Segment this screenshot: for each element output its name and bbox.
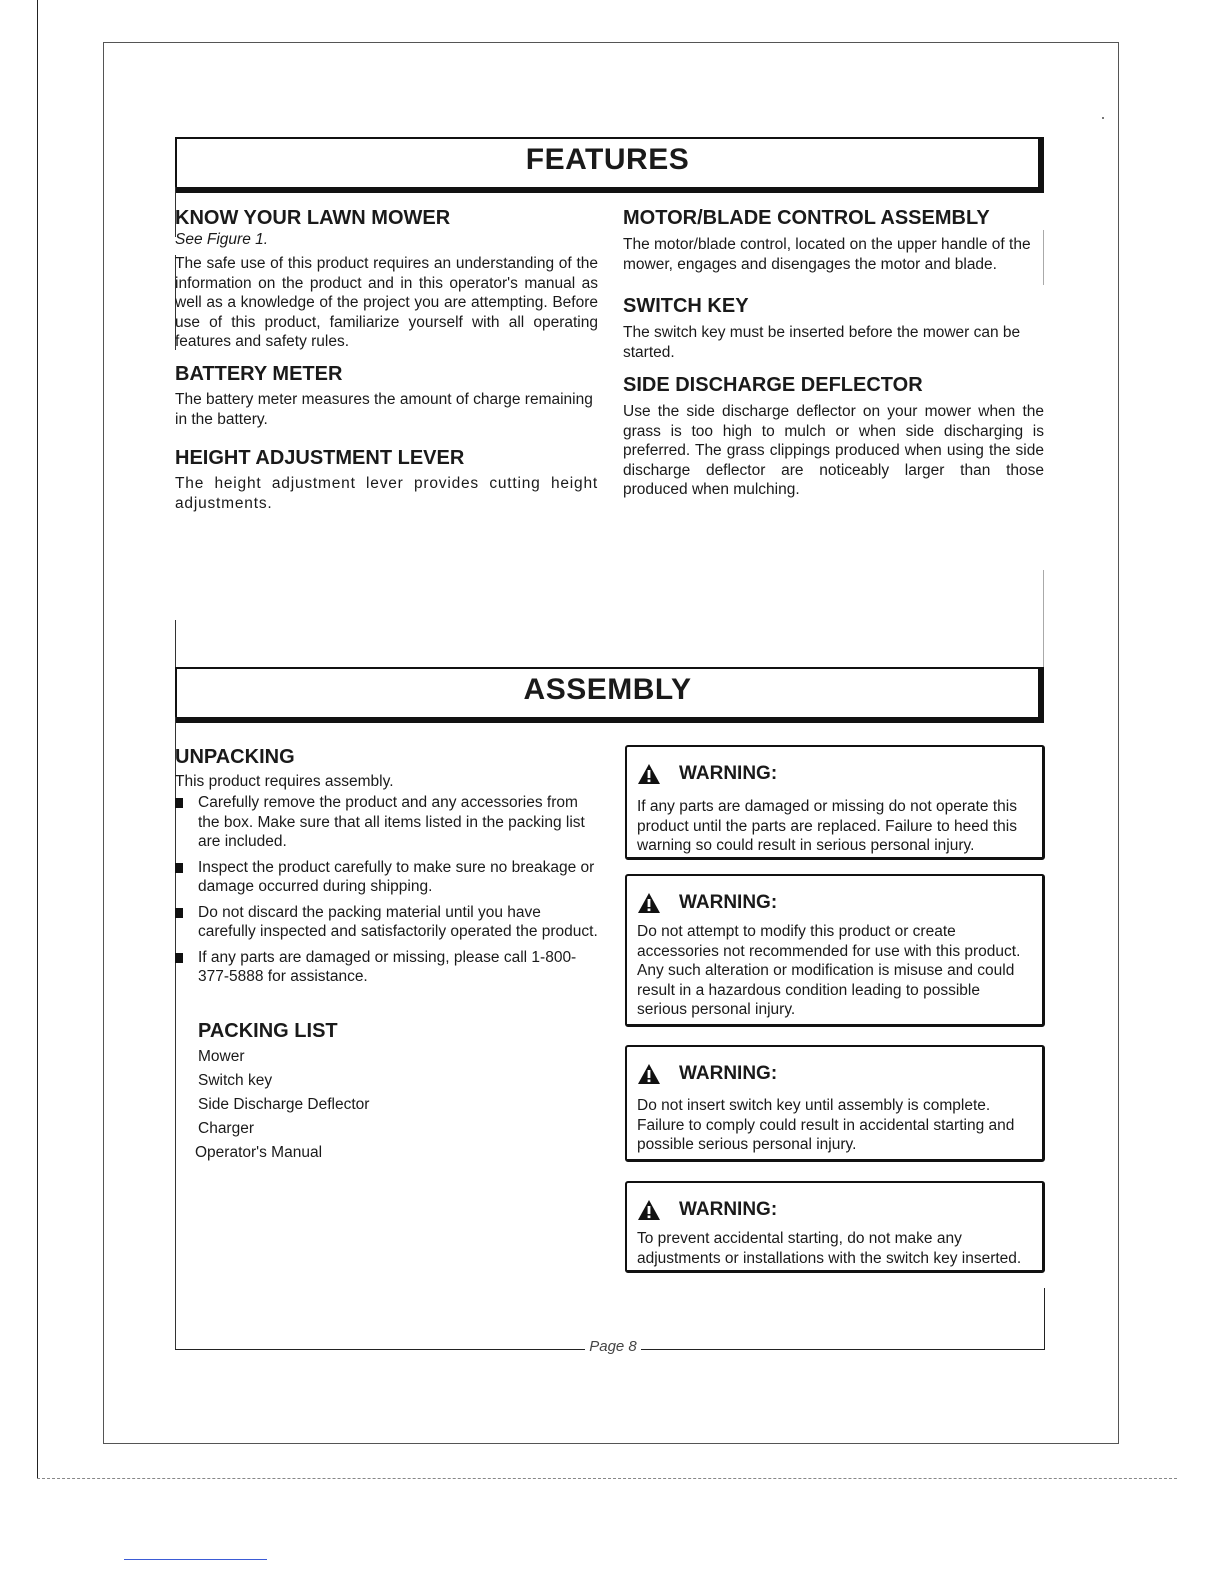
unpacking-intro: This product requires assembly.: [175, 773, 394, 790]
know-text: The safe use of this product requires an understanding of the information on the product and in this operator's manual as well as a knowledge of the project you are attempting. Before use of this product, familiarize yourself with all operating features and safety rules.: [175, 255, 598, 350]
warning-box: [625, 874, 1045, 1027]
bullet-text: Carefully remove the product and any accessories from the box. Make sure that all items listed in the packing list are included.: [198, 794, 585, 850]
bullet-square-icon: [175, 908, 183, 918]
packing-list-heading: PACKING LIST: [198, 1020, 338, 1042]
list-item: [175, 903, 598, 942]
warning-text: If any parts are damaged or missing do not operate this product until the parts are replaced. Failure to heed this warning so could result in serious personal injury.: [637, 798, 1017, 854]
height-heading: HEIGHT ADJUSTMENT LEVER: [175, 447, 465, 469]
switch-heading: SWITCH KEY: [623, 295, 749, 317]
height-text: The height adjustment lever provides cutting height adjustments.: [175, 475, 598, 512]
battery-text: The battery meter measures the amount of charge remaining in the battery.: [175, 391, 593, 428]
bullet-text: Do not discard the packing material until you have carefully inspected and satisfactorily operated the product.: [198, 903, 598, 940]
scan-blue-line: [124, 1559, 267, 1560]
assembly-left-rule-top: [175, 620, 176, 670]
list-item: Operator's Manual: [195, 1144, 323, 1161]
bullet-square-icon: [175, 863, 183, 873]
warning-triangle-icon: [637, 1063, 661, 1085]
deflector-heading: SIDE DISCHARGE DEFLECTOR: [623, 374, 923, 396]
scan-margin-line: [37, 0, 38, 1478]
warning-label: WARNING:: [679, 892, 778, 913]
warning-text: Do not attempt to modify this product or create accessories not recommended for use with this product. Any such alteration or modification is misuse and could result in a hazardous condition leading to possible serious personal injury.: [637, 923, 1021, 1018]
warning-box: [625, 1181, 1045, 1273]
know-heading: KNOW YOUR LAWN MOWER: [175, 207, 451, 229]
features-header-bar: [175, 187, 1044, 193]
bullet-text: If any parts are damaged or missing, please call 1-800-377-5888 for assistance.: [198, 948, 577, 985]
assembly-header-bar: [175, 717, 1044, 723]
features-header: [175, 137, 1044, 187]
list-item: Mower: [198, 1048, 245, 1065]
assembly-header: [175, 667, 1044, 717]
scan-bottom-rule: [37, 1478, 1177, 1479]
footer-right-rule: [1044, 1288, 1045, 1350]
warning-label: WARNING:: [679, 1063, 778, 1084]
unpacking-list: [175, 793, 598, 993]
list-item: [175, 858, 598, 897]
bullet-square-icon: [175, 953, 183, 963]
features-right-rule-2: [1043, 570, 1044, 670]
warning-box: [625, 745, 1045, 860]
list-item: Side Discharge Deflector: [198, 1096, 370, 1113]
warning-text: To prevent accidental starting, do not make any adjustments or installations with the switch key inserted.: [637, 1230, 1022, 1267]
list-item: Switch key: [198, 1072, 273, 1089]
list-item: [175, 793, 598, 852]
motor-heading: MOTOR/BLADE CONTROL ASSEMBLY: [623, 207, 990, 229]
motor-text: The motor/blade control, located on the upper handle of the mower, engages and disengages the motor and blade.: [623, 236, 1031, 273]
warning-header: [637, 1199, 777, 1221]
switch-text: The switch key must be inserted before the mower can be started.: [623, 324, 1021, 361]
page-number: Page 8: [585, 1338, 641, 1355]
warning-triangle-icon: [637, 763, 661, 785]
list-item: [175, 948, 598, 987]
warning-box: [625, 1045, 1045, 1162]
warning-header: [637, 763, 777, 785]
packing-list: [195, 1045, 370, 1165]
scan-dot: [1102, 117, 1104, 119]
assembly-title: ASSEMBLY: [523, 673, 692, 706]
warning-text: Do not insert switch key until assembly is complete. Failure to comply could result in accidental starting and possible serious personal injury.: [637, 1097, 1015, 1153]
warning-header: [637, 1063, 777, 1085]
battery-heading: BATTERY METER: [175, 363, 343, 385]
warning-label: WARNING:: [679, 763, 778, 784]
deflector-text: Use the side discharge deflector on your mower when the grass is too high to mulch or when side discharging is preferred. The grass clippings produced when using the side discharge deflector are noticeably larger than those produced when mulching.: [623, 403, 1044, 498]
bullet-text: Inspect the product carefully to make sure no breakage or damage occurred during shipping.: [198, 858, 595, 895]
warning-label: WARNING:: [679, 1199, 778, 1220]
warning-triangle-icon: [637, 1199, 661, 1221]
bullet-square-icon: [175, 798, 183, 808]
features-title: FEATURES: [525, 143, 690, 176]
warning-triangle-icon: [637, 892, 661, 914]
list-item: Charger: [198, 1120, 254, 1137]
know-figure-ref: See Figure 1.: [175, 231, 269, 248]
unpacking-heading: UNPACKING: [175, 746, 295, 768]
warning-header: [637, 892, 777, 914]
